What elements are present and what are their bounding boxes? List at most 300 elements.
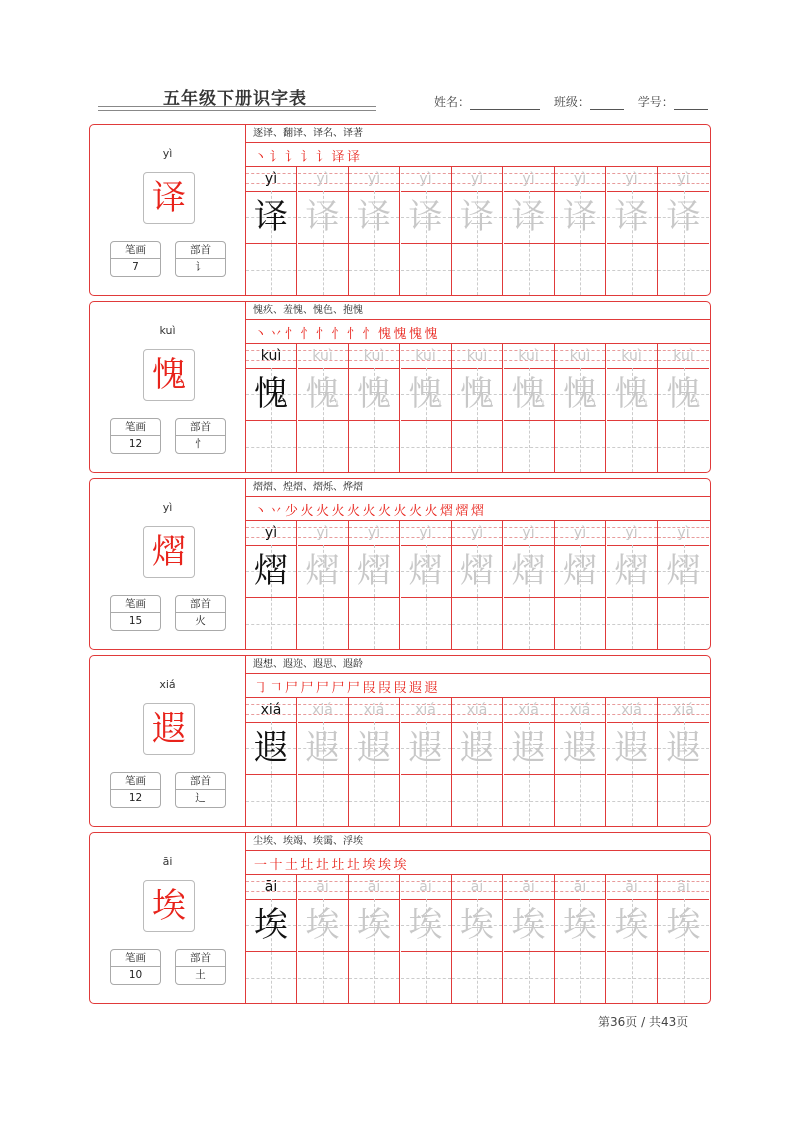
character-square [504, 899, 554, 952]
blank-writing-square[interactable] [452, 775, 502, 826]
trace-character: 遐 [408, 728, 443, 768]
stroke-step: 十 [269, 858, 283, 873]
stroke-step: 熠 [471, 504, 485, 519]
blank-writing-square[interactable] [504, 952, 554, 1003]
blank-writing-square[interactable] [349, 244, 399, 295]
trace-cell[interactable] [452, 875, 503, 1003]
character-square [658, 191, 709, 244]
blank-writing-square[interactable] [555, 952, 605, 1003]
stroke-step: 一 [254, 858, 268, 873]
trace-character: 愧 [357, 374, 391, 414]
pinyin-text: yì [677, 525, 690, 541]
pinyin-band [401, 698, 451, 723]
stroke-step: 火 [362, 504, 376, 519]
pinyin-label: xiá [159, 678, 176, 691]
trace-cell[interactable] [298, 344, 349, 472]
radical-box [175, 418, 226, 454]
pinyin-band [607, 344, 657, 369]
blank-writing-square[interactable] [298, 775, 348, 826]
character-card [89, 124, 711, 296]
trace-cell[interactable] [452, 167, 503, 295]
trace-cell[interactable] [349, 344, 400, 472]
trace-cell[interactable] [658, 167, 709, 295]
pinyin-band [246, 521, 296, 546]
writing-grid [246, 167, 710, 295]
trace-cell[interactable] [401, 167, 452, 295]
trace-cell[interactable] [607, 698, 658, 826]
trace-character: 熠 [460, 551, 494, 591]
trace-cell[interactable] [607, 875, 658, 1003]
character-square [452, 191, 502, 244]
trace-cell[interactable] [658, 698, 709, 826]
pinyin-text: yì [522, 525, 535, 541]
stroke-step: 熠 [440, 504, 454, 519]
model-character: 遐 [254, 728, 288, 768]
trace-cell[interactable] [452, 698, 503, 826]
trace-cell[interactable] [607, 167, 658, 295]
stroke-step: 埃 [393, 858, 407, 873]
radical-box [175, 595, 226, 631]
stroke-count-box [110, 949, 161, 985]
trace-cell[interactable] [349, 521, 400, 649]
pinyin-text: kuì [363, 348, 385, 364]
stroke-count-value: 12 [128, 438, 143, 450]
pinyin-band [658, 698, 709, 723]
stroke-step: 遐 [409, 681, 423, 696]
blank-writing-square[interactable] [504, 421, 554, 472]
trace-cell[interactable] [607, 521, 658, 649]
character-square [298, 722, 348, 775]
trace-character: 译 [408, 197, 443, 237]
pinyin-text: yì [367, 525, 381, 541]
trace-character: 译 [563, 197, 597, 237]
trace-character: 埃 [614, 905, 649, 945]
pinyin-band [555, 875, 605, 900]
trace-cell[interactable] [504, 875, 555, 1003]
blank-writing-square[interactable] [607, 598, 657, 649]
trace-character: 熠 [305, 551, 340, 591]
trace-cell[interactable] [555, 167, 606, 295]
trace-cell[interactable] [555, 875, 606, 1003]
character-square [504, 545, 554, 598]
pinyin-text: āi [470, 879, 484, 895]
character-square [246, 899, 296, 952]
radical-box [175, 241, 226, 277]
pinyin-text: āi [419, 879, 432, 895]
pinyin-band [298, 344, 348, 369]
pinyin-text: yì [419, 525, 432, 541]
pinyin-band [658, 521, 709, 546]
trace-cell[interactable] [298, 167, 349, 295]
trace-cell[interactable] [298, 698, 349, 826]
pinyin-text: yì [625, 171, 638, 187]
character-square [246, 545, 296, 598]
character-square [349, 191, 399, 244]
blank-writing-square[interactable] [452, 421, 502, 472]
blank-writing-square[interactable] [452, 952, 502, 1003]
pinyin-band [607, 521, 657, 546]
pinyin-band [246, 344, 296, 369]
blank-writing-square[interactable] [298, 952, 348, 1003]
blank-writing-square[interactable] [246, 244, 296, 295]
pinyin-band [555, 344, 605, 369]
stroke-step: 埃 [362, 858, 376, 873]
stroke-count-box [110, 241, 161, 277]
trace-cell[interactable] [298, 875, 349, 1003]
blank-writing-square[interactable] [504, 775, 554, 826]
trace-character: 遐 [666, 728, 701, 768]
pinyin-band [298, 521, 348, 546]
main-character: 愧 [152, 355, 186, 395]
trace-cell[interactable] [555, 344, 606, 472]
pinyin-band [349, 698, 399, 723]
trace-character: 埃 [563, 905, 597, 945]
pinyin-text: yì [264, 171, 278, 187]
trace-character: 熠 [511, 551, 546, 591]
pinyin-band [401, 344, 451, 369]
pinyin-text: āi [677, 879, 690, 895]
character-box [143, 349, 195, 401]
stroke-step: 丶 [254, 504, 268, 519]
main-character: 熠 [152, 532, 186, 572]
character-square [298, 899, 348, 952]
stroke-order-row [246, 497, 710, 521]
trace-cell[interactable] [504, 344, 555, 472]
card-summary [90, 833, 246, 1003]
stroke-step: 熠 [455, 504, 469, 519]
character-square [607, 368, 657, 421]
pinyin-text: kuì [312, 348, 333, 364]
blank-writing-square[interactable] [298, 598, 348, 649]
character-square [349, 899, 399, 952]
character-square [246, 191, 296, 244]
pinyin-text: kuì [621, 348, 642, 364]
trace-character: 熠 [408, 551, 443, 591]
character-square [401, 368, 451, 421]
blank-writing-square[interactable] [607, 775, 657, 826]
pinyin-text: āi [573, 879, 587, 895]
pinyin-band [504, 875, 554, 900]
character-square [298, 368, 348, 421]
character-square [349, 722, 399, 775]
blank-writing-square[interactable] [401, 952, 451, 1003]
pinyin-band [658, 167, 709, 192]
stroke-step: 讠 [269, 150, 283, 165]
character-cards [89, 124, 711, 1009]
stroke-step: 火 [378, 504, 392, 519]
main-character: 埃 [152, 886, 186, 926]
trace-character: 遐 [563, 728, 597, 768]
pinyin-text: yì [677, 171, 690, 187]
trace-character: 遐 [305, 728, 340, 768]
card-summary [90, 656, 246, 826]
trace-character: 埃 [511, 905, 546, 945]
pinyin-label: āi [162, 855, 173, 868]
trace-cell[interactable] [349, 167, 400, 295]
pinyin-band [246, 167, 296, 192]
stroke-step: 忄 [347, 327, 361, 342]
blank-writing-square[interactable] [349, 775, 399, 826]
character-square [452, 368, 502, 421]
blank-writing-square[interactable] [658, 775, 709, 826]
radical-value: 辶 [195, 792, 206, 804]
trace-cell[interactable] [658, 875, 709, 1003]
stroke-count-value: 10 [128, 969, 143, 981]
blank-writing-square[interactable] [555, 421, 605, 472]
stroke-order-row [246, 143, 710, 167]
trace-character: 熠 [563, 551, 597, 591]
word-list: 愧疚、羞愧、愧色、抱愧 [246, 302, 710, 320]
trace-character: 译 [305, 197, 340, 237]
pinyin-band [401, 521, 451, 546]
pinyin-band [349, 344, 399, 369]
card-summary [90, 125, 246, 295]
practice-area [246, 302, 710, 472]
stroke-step: 火 [316, 504, 330, 519]
blank-writing-square[interactable] [452, 598, 502, 649]
pinyin-text: kuì [260, 348, 282, 364]
stroke-count-box [110, 595, 161, 631]
stroke-step: 尸 [347, 681, 361, 696]
stroke-step: 圵 [300, 858, 314, 873]
blank-writing-square[interactable] [349, 598, 399, 649]
blank-writing-square[interactable] [349, 421, 399, 472]
radical-label: 部首 [176, 773, 225, 790]
trace-character: 熠 [357, 551, 391, 591]
pinyin-text: yì [367, 171, 381, 187]
character-square [658, 722, 709, 775]
character-square [298, 191, 348, 244]
stroke-count-label: 笔画 [111, 773, 160, 790]
trace-cell[interactable] [658, 344, 709, 472]
pinyin-band [452, 875, 502, 900]
stroke-step: 讠 [300, 150, 314, 165]
blank-writing-square[interactable] [246, 775, 296, 826]
trace-cell[interactable] [555, 698, 606, 826]
model-cell [246, 521, 297, 649]
blank-writing-square[interactable] [607, 952, 657, 1003]
stroke-step: 译 [331, 150, 345, 165]
pinyin-band [607, 698, 657, 723]
stroke-order-row [246, 320, 710, 344]
trace-cell[interactable] [349, 875, 400, 1003]
practice-area [246, 656, 710, 826]
stroke-step: 𠃍 [269, 681, 283, 696]
stroke-count-value: 7 [132, 261, 139, 273]
pinyin-text: āi [367, 879, 381, 895]
pinyin-band [555, 521, 605, 546]
blank-writing-square[interactable] [246, 421, 296, 472]
pinyin-text: kuì [415, 348, 436, 364]
character-square [504, 722, 554, 775]
trace-character: 译 [666, 197, 701, 237]
pinyin-band [504, 344, 554, 369]
trace-cell[interactable] [504, 698, 555, 826]
stroke-step: 叚 [362, 681, 376, 696]
stroke-step: 讠 [316, 150, 330, 165]
pinyin-band [349, 167, 399, 192]
name-field[interactable] [470, 95, 540, 110]
radical-value: 忄 [195, 438, 206, 450]
trace-cell[interactable] [504, 521, 555, 649]
stroke-step: 忄 [331, 327, 345, 342]
model-character: 熠 [254, 551, 288, 591]
trace-cell[interactable] [401, 875, 452, 1003]
character-square [555, 545, 605, 598]
character-square [452, 545, 502, 598]
blank-writing-square[interactable] [504, 244, 554, 295]
character-square [658, 368, 709, 421]
pinyin-band [658, 344, 709, 369]
character-square [658, 545, 709, 598]
trace-cell[interactable] [401, 344, 452, 472]
blank-writing-square[interactable] [246, 598, 296, 649]
character-square [401, 191, 451, 244]
model-character: 埃 [254, 905, 288, 945]
pinyin-band [349, 521, 399, 546]
trace-character: 埃 [460, 905, 494, 945]
model-cell [246, 167, 297, 295]
pinyin-band [246, 875, 296, 900]
stroke-step: 圵 [316, 858, 330, 873]
pinyin-text: xiá [518, 702, 539, 718]
trace-cell[interactable] [607, 344, 658, 472]
character-square [401, 545, 451, 598]
blank-writing-square[interactable] [401, 775, 451, 826]
blank-writing-square[interactable] [298, 244, 348, 295]
trace-cell[interactable] [555, 521, 606, 649]
pinyin-text: yì [522, 171, 535, 187]
stroke-step: 讠 [285, 150, 299, 165]
blank-writing-square[interactable] [452, 244, 502, 295]
radical-label: 部首 [176, 419, 225, 436]
blank-writing-square[interactable] [658, 952, 709, 1003]
word-list: 逐译、翻译、译名、译著 [246, 125, 710, 143]
model-character: 愧 [254, 374, 288, 414]
radical-box [175, 772, 226, 808]
pinyin-label: kuì [159, 324, 176, 337]
blank-writing-square[interactable] [607, 421, 657, 472]
trace-character: 埃 [305, 905, 340, 945]
blank-writing-square[interactable] [504, 598, 554, 649]
blank-writing-square[interactable] [555, 775, 605, 826]
model-cell [246, 875, 297, 1003]
blank-writing-square[interactable] [401, 598, 451, 649]
blank-writing-square[interactable] [658, 421, 709, 472]
character-square [246, 722, 296, 775]
character-square [298, 545, 348, 598]
blank-writing-square[interactable] [607, 244, 657, 295]
class-field[interactable] [590, 95, 624, 110]
pinyin-text: xiá [260, 702, 282, 718]
writing-grid [246, 875, 710, 1003]
stroke-step: 遐 [424, 681, 438, 696]
card-summary [90, 302, 246, 472]
trace-cell[interactable] [349, 698, 400, 826]
stroke-step: 埃 [378, 858, 392, 873]
radical-label: 部首 [176, 950, 225, 967]
character-box [143, 880, 195, 932]
student-info [434, 93, 708, 110]
trace-character: 愧 [408, 374, 443, 414]
character-square [504, 191, 554, 244]
stroke-step: 忄 [362, 327, 376, 342]
stroke-count-label: 笔画 [111, 242, 160, 259]
blank-writing-square[interactable] [555, 244, 605, 295]
stroke-step: 丷 [269, 504, 283, 519]
trace-character: 埃 [666, 905, 701, 945]
stroke-count-value: 15 [128, 615, 143, 627]
stroke-step: 丶 [254, 327, 268, 342]
pinyin-band [504, 521, 554, 546]
stroke-step: 少 [285, 504, 299, 519]
blank-writing-square[interactable] [298, 421, 348, 472]
model-character: 译 [254, 197, 288, 237]
trace-cell[interactable] [298, 521, 349, 649]
page-number: 第36页 / 共43页 [598, 1015, 689, 1029]
character-square [246, 368, 296, 421]
pinyin-band [401, 875, 451, 900]
pinyin-label: yì [162, 147, 173, 160]
radical-label: 部首 [176, 596, 225, 613]
stroke-step: 土 [285, 858, 299, 873]
pinyin-band [452, 167, 502, 192]
blank-writing-square[interactable] [401, 244, 451, 295]
trace-cell[interactable] [452, 344, 503, 472]
trace-cell[interactable] [401, 698, 452, 826]
stroke-step: 火 [331, 504, 345, 519]
trace-character: 愧 [563, 374, 597, 414]
stroke-step: 愧 [409, 327, 423, 342]
blank-writing-square[interactable] [658, 244, 709, 295]
stroke-order-row [246, 851, 710, 875]
pinyin-band [555, 698, 605, 723]
trace-cell[interactable] [504, 167, 555, 295]
practice-area [246, 479, 710, 649]
pinyin-band [658, 875, 709, 900]
stroke-step: ㇆ [254, 681, 268, 696]
pinyin-band [298, 698, 348, 723]
trace-cell[interactable] [452, 521, 503, 649]
blank-writing-square[interactable] [401, 421, 451, 472]
model-cell [246, 698, 297, 826]
trace-cell[interactable] [401, 521, 452, 649]
stroke-step: 火 [347, 504, 361, 519]
pinyin-text: āi [522, 879, 535, 895]
stroke-step: 丷 [269, 327, 283, 342]
blank-writing-square[interactable] [658, 598, 709, 649]
pinyin-text: xiá [673, 702, 694, 718]
character-square [401, 722, 451, 775]
character-box [143, 703, 195, 755]
radical-box [175, 949, 226, 985]
pinyin-band [401, 167, 451, 192]
blank-writing-square[interactable] [349, 952, 399, 1003]
stroke-step: 丶 [254, 150, 268, 165]
stroke-count-label: 笔画 [111, 419, 160, 436]
trace-character: 埃 [357, 905, 391, 945]
stroke-count-label: 笔画 [111, 596, 160, 613]
number-field[interactable] [674, 95, 708, 110]
character-box [143, 172, 195, 224]
pinyin-text: kuì [569, 348, 591, 364]
character-square [401, 899, 451, 952]
blank-writing-square[interactable] [246, 952, 296, 1003]
stroke-step: 愧 [378, 327, 392, 342]
trace-cell[interactable] [658, 521, 709, 649]
pinyin-text: xiá [466, 702, 488, 718]
blank-writing-square[interactable] [555, 598, 605, 649]
